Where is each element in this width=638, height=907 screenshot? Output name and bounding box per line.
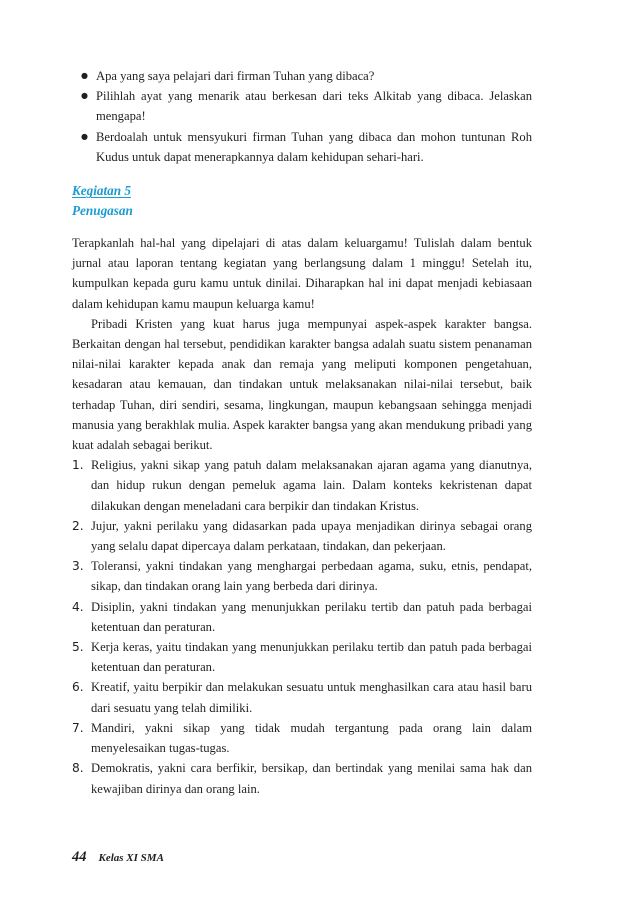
page-content xyxy=(72,66,532,799)
bullet-item: ● Berdoalah untuk mensyukuri firman Tuhan yang dibaca dan mohon tuntunan Roh Kudus untuk dapat menerapkannya dalam kehidupan sehari-hari. xyxy=(96,127,532,167)
list-item-text: Religius, yakni sikap yang patuh dalam melaksanakan ajaran agama yang dianutnya, dan hidup rukun dengan pemeluk agama lain. Dalam konteks kekristenan dapat dilakukan dengan meneladani cara berpikir dan tindakan Kristus. xyxy=(91,458,532,513)
list-item xyxy=(72,516,532,556)
reflection-bullet-list xyxy=(72,66,532,167)
list-item xyxy=(72,758,532,798)
list-item xyxy=(72,597,532,637)
section-title: Kegiatan 5 xyxy=(72,183,131,199)
list-item xyxy=(72,455,532,516)
list-item-text: Kerja keras, yaitu tindakan yang menunjukkan perilaku tertib dan patuh pada berbagai ketentuan dan peraturan. xyxy=(91,640,532,675)
page-number: 44 xyxy=(72,849,87,865)
assignment-paragraph: Terapkanlah hal-hal yang dipelajari di atas dalam keluargamu! Tulislah dalam bentuk jurnal atau laporan tentang kegiatan yang berlangsung dalam 1 minggu! Setelah itu, kumpulkan kepada guru kamu untuk dinilai. Diharapkan hal ini dapat menjadi kebiasaan dalam kehidupan kamu maupun keluarga kamu! xyxy=(72,236,532,311)
bullet-item: ● Apa yang saya pelajari dari firman Tuhan yang dibaca? xyxy=(96,66,532,86)
bullet-item: ● Pilihlah ayat yang menarik atau berkesan dari teks Alkitab yang dibaca. Jelaskan mengapa! xyxy=(96,86,532,126)
list-item-number: 1. xyxy=(72,458,84,473)
list-item-text: Toleransi, yakni tindakan yang menghargai perbedaan agama, suku, etnis, pendapat, sikap, dan tindakan orang lain yang berbeda dari dirinya. xyxy=(91,559,532,594)
list-item-text: Demokratis, yakni cara berfikir, bersikap, dan bertindak yang menilai sama hak dan kewajiban dirinya dan orang lain. xyxy=(91,761,532,796)
list-item-number: 8. xyxy=(72,761,84,776)
character-paragraph: Pribadi Kristen yang kuat harus juga mempunyai aspek-aspek karakter bangsa. Berkaitan dengan hal tersebut, pendidikan karakter bangsa adalah suatu sistem penanaman nilai-nilai karakter kepada anak dan remaja yang meliputi komponen pengetahuan, kesadaran atau kemauan, dan tindakan untuk melaksanakan nilai-nilai tersebut, baik terhadap Tuhan, diri sendiri, sesama, lingkungan, maupun kebangsaan sehingga menjadi manusia yang berakhlak mulia. Aspek karakter bangsa yang akan mendukung pribadi yang kuat adalah sebagai berikut. xyxy=(72,316,532,453)
list-item-number: 2. xyxy=(72,518,84,533)
list-item-text: Kreatif, yaitu berpikir dan melakukan sesuatu untuk menghasilkan cara atau hasil baru dari sesuatu yang telah dimiliki. xyxy=(91,680,532,715)
list-item-text: Mandiri, yakni sikap yang tidak mudah tergantung pada orang lain dalam menyelesaikan tugas-tugas. xyxy=(91,720,532,756)
section-heading xyxy=(72,181,532,221)
list-item-text: Disiplin, yakni tindakan yang menunjukkan perilaku tertib dan patuh pada berbagai ketentuan dan peraturan. xyxy=(91,599,532,634)
list-item-number: 5. xyxy=(72,640,84,655)
list-item xyxy=(72,637,532,677)
list-item-number: 3. xyxy=(72,559,84,574)
list-item-text: Jujur, yakni perilaku yang didasarkan pada upaya menjadikan dirinya sebagai orang yang selalu dapat dipercaya dalam perkataan, tindakan, dan pekerjaan. xyxy=(91,518,532,554)
section-subtitle: Penugasan xyxy=(72,203,133,219)
list-item-number: 7. xyxy=(72,720,84,735)
page-footer xyxy=(72,848,164,866)
list-item-number: 6. xyxy=(72,680,84,695)
list-item xyxy=(72,677,532,717)
character-aspects-list xyxy=(72,455,532,798)
list-item xyxy=(72,718,532,758)
book-title: Kelas XI SMA xyxy=(98,852,164,864)
list-item-number: 4. xyxy=(72,599,84,614)
list-item xyxy=(72,556,532,596)
